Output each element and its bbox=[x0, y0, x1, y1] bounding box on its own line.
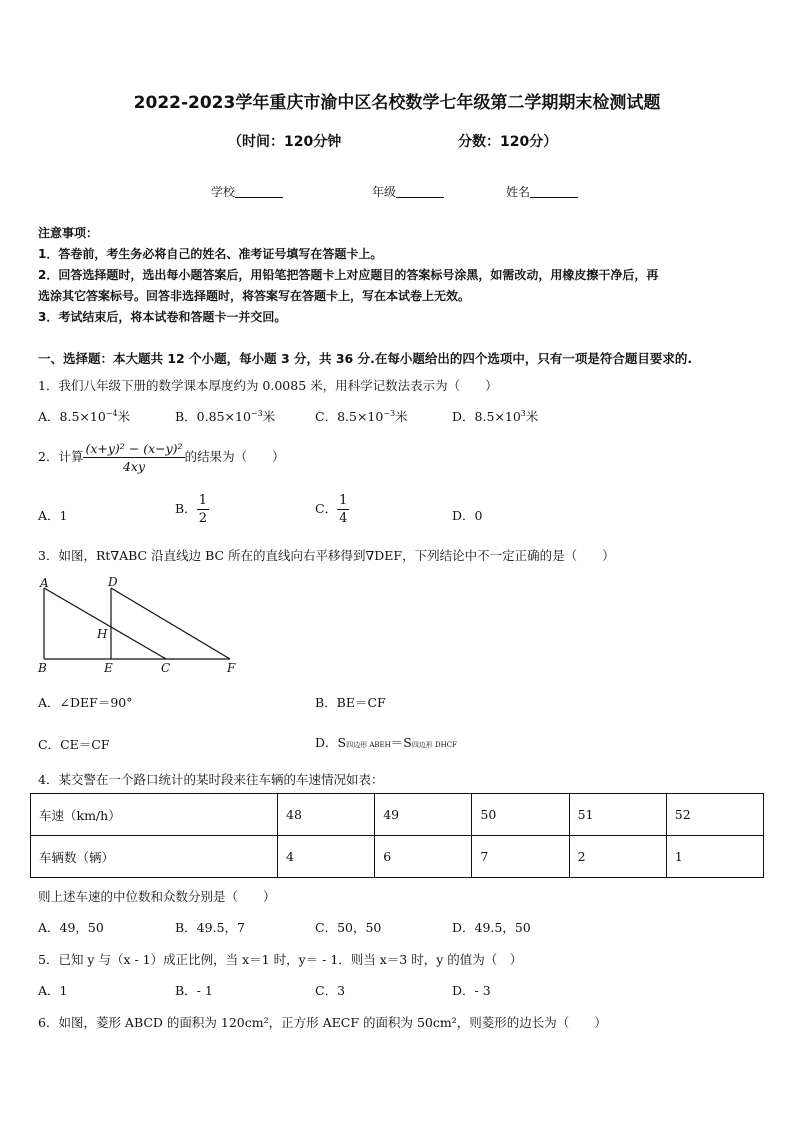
grade-label: 年级 bbox=[372, 185, 397, 199]
notice-heading: 注意事项： bbox=[38, 226, 99, 240]
notice-item-1: 1．答卷前，考生务必将自己的姓名、准考证号填写在答题卡上。 bbox=[38, 247, 383, 261]
exam-score: 分数：120分） bbox=[458, 134, 558, 150]
q3-option-d[interactable]: D．S四边形 ABEH＝S四边形 DHCF bbox=[315, 735, 457, 750]
name-label: 姓名 bbox=[506, 185, 531, 199]
q5-option-d[interactable]: D．- 3 bbox=[452, 983, 491, 998]
grade-field[interactable] bbox=[372, 183, 444, 200]
table-row bbox=[31, 794, 764, 836]
table-cell: 50 bbox=[472, 794, 569, 836]
exam-time: （时间：120分钟 bbox=[228, 134, 342, 150]
table-cell: 车辆数（辆） bbox=[31, 836, 278, 878]
label-c: C bbox=[161, 661, 171, 675]
q2-denominator: 4xy bbox=[122, 459, 146, 474]
label-h: H bbox=[97, 627, 108, 641]
table-cell: 48 bbox=[278, 794, 375, 836]
q3-triangle-figure bbox=[30, 574, 250, 676]
q2-option-b[interactable]: B． $\frac{1}{2}$ bbox=[175, 493, 207, 526]
notice-item-2-cont: 选涂其它答案标号。回答非选择题时，将答案写在答题卡上，写在本试卷上无效。 bbox=[38, 289, 471, 303]
speed-table bbox=[30, 793, 764, 878]
label-f: F bbox=[227, 661, 236, 675]
q4-option-c[interactable]: C．50，50 bbox=[315, 920, 382, 935]
q3-option-a[interactable]: A．∠DEF＝90° bbox=[38, 695, 133, 710]
table-cell: 1 bbox=[666, 836, 763, 878]
q1-option-c[interactable]: C．$8.5\times 10^{-3}$米 bbox=[315, 408, 408, 424]
table-cell: 4 bbox=[278, 836, 375, 878]
table-cell: 2 bbox=[569, 836, 666, 878]
q4-question: 则上述车速的中位数和众数分别是（ ） bbox=[38, 889, 276, 904]
q6-stem: 6．如图，菱形 ABCD 的面积为 120cm²，正方形 AECF 的面积为 50cm²，则菱形的边长为（ ） bbox=[38, 1015, 607, 1030]
q2-fraction bbox=[83, 440, 184, 475]
school-field[interactable] bbox=[211, 183, 283, 200]
table-row bbox=[31, 836, 764, 878]
page-title: 2022-2023学年重庆市渝中区名校数学七年级第二学期期末检测试题 bbox=[133, 93, 661, 113]
q5-stem: 5．已知 y 与（x - 1）成正比例，当 x＝1 时，y＝ - 1．则当 x＝3 时，y 的值为（ ） bbox=[38, 952, 523, 967]
table-cell: 52 bbox=[666, 794, 763, 836]
q5-option-a[interactable]: A．1 bbox=[38, 983, 68, 998]
q1-option-d[interactable]: D．$8.5\times 10^3$米 bbox=[452, 408, 539, 424]
notice-item-2: 2．回答选择题时，选出每小题答案后，用铅笔把答题卡上对应题目的答案标号涂黑，如需改动，用橡皮擦干净后，再 bbox=[38, 268, 659, 282]
q1-option-a[interactable]: A．$8.5\times 10^{-4}$米 bbox=[38, 408, 131, 424]
q2-numerator: (x+y)² − (x−y)² bbox=[85, 441, 183, 456]
q2-option-a[interactable]: A．1 bbox=[38, 508, 68, 523]
q5-option-c[interactable]: C．3 bbox=[315, 983, 346, 998]
table-cell: 51 bbox=[569, 794, 666, 836]
q3-stem: 3．如图，Rt∇ABC 沿直线边 BC 所在的直线向右平移得到∇DEF，下列结论中不一定正确的是（ ） bbox=[38, 548, 615, 563]
q5-option-b[interactable]: B．- 1 bbox=[175, 983, 213, 998]
notice-item-3: 3．考试结束后，将本试卷和答题卡一并交回。 bbox=[38, 310, 287, 324]
label-d: D bbox=[108, 575, 118, 589]
label-e: E bbox=[104, 661, 113, 675]
section-heading: 一、选择题：本大题共 12 个小题，每小题 3 分，共 36 分.在每小题给出的四个选项中，只有一项是符合题目要求的. bbox=[38, 351, 693, 366]
table-cell: 车速（km/h） bbox=[31, 794, 278, 836]
name-field[interactable] bbox=[506, 183, 578, 200]
label-b: B bbox=[38, 661, 47, 675]
table-cell: 49 bbox=[375, 794, 472, 836]
table-cell: 6 bbox=[375, 836, 472, 878]
q4-option-a[interactable]: A．49，50 bbox=[38, 920, 104, 935]
q1-stem: 1．我们八年级下册的数学课本厚度约为 0.0085 米，用科学记数法表示为（ ） bbox=[38, 378, 498, 393]
line-ac bbox=[44, 588, 166, 659]
table-cell: 7 bbox=[472, 836, 569, 878]
grade-blank[interactable] bbox=[396, 185, 444, 198]
q2-stem: 2．计算 $\frac{\text{(x+y)² − (x−y)²}}{4xy}$ 的结果为（ ） bbox=[38, 441, 285, 474]
q3-option-c[interactable]: C．CE＝CF bbox=[38, 737, 110, 752]
school-label: 学校 bbox=[211, 185, 236, 199]
q1-option-b[interactable]: B．$0.85\times 10^{-3}$米 bbox=[175, 408, 276, 424]
q2-option-c[interactable]: C． $\frac{1}{4}$ bbox=[315, 493, 348, 526]
line-df bbox=[111, 588, 230, 659]
label-a: A bbox=[40, 576, 49, 590]
q4-stem: 4．某交警在一个路口统计的某时段来往车辆的车速情况如表： bbox=[38, 772, 384, 787]
name-blank[interactable] bbox=[530, 185, 578, 198]
school-blank[interactable] bbox=[235, 185, 283, 198]
q3-option-b[interactable]: B．BE＝CF bbox=[315, 695, 386, 710]
q2-option-d[interactable]: D．0 bbox=[452, 508, 483, 523]
q4-option-d[interactable]: D．49.5，50 bbox=[452, 920, 531, 935]
q4-option-b[interactable]: B．49.5，7 bbox=[175, 920, 245, 935]
